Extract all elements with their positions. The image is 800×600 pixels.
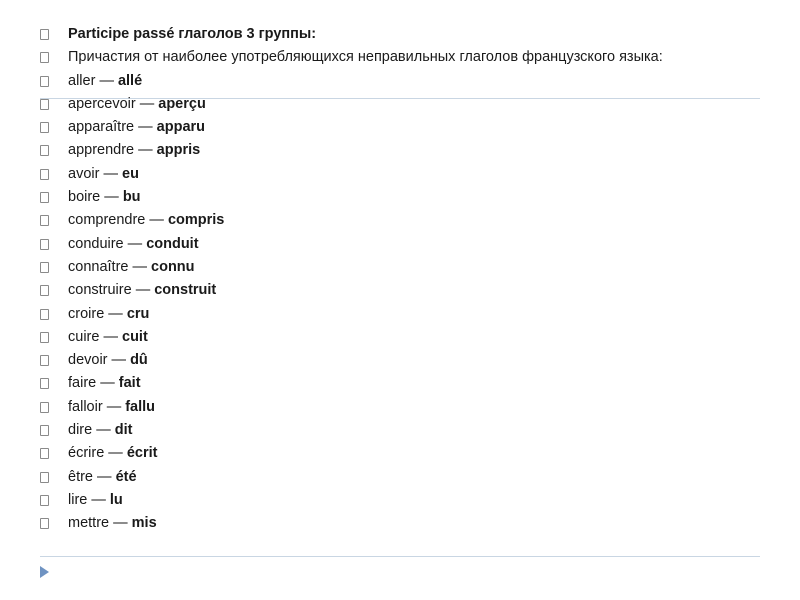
verb-participle: appris — [156, 142, 201, 159]
verb-participle: compris — [167, 212, 225, 229]
divider-bottom — [40, 556, 760, 557]
verb-infinitive: être — [68, 468, 93, 485]
verb-separator: — — [103, 165, 118, 182]
verb-item — [40, 166, 760, 183]
square-bullet-icon — [40, 262, 49, 273]
square-bullet-icon — [40, 518, 49, 529]
verb-separator: — — [97, 468, 112, 485]
verb-item — [40, 259, 760, 276]
verb-infinitive: avoir — [68, 165, 100, 182]
heading-item — [40, 26, 760, 43]
verb-separator: — — [103, 328, 118, 345]
verb-participle: été — [115, 468, 137, 485]
verb-participle: conduit — [146, 235, 199, 252]
verb-infinitive: cuire — [68, 328, 100, 345]
verb-separator: — — [135, 282, 151, 299]
verb-item — [40, 375, 760, 392]
verb-infinitive: faire — [68, 375, 97, 392]
verb-infinitive: lire — [68, 491, 88, 508]
square-bullet-icon — [40, 192, 49, 203]
verb-infinitive: connaître — [68, 258, 129, 275]
verb-item — [40, 329, 760, 346]
verb-item — [40, 352, 760, 369]
square-bullet-icon — [40, 99, 49, 110]
intro-text: Причастия от наиболее употребляющихся неправильных глаголов французского языка: — [68, 49, 663, 66]
verb-participle: aperçu — [158, 95, 206, 112]
verb-infinitive: conduire — [68, 235, 124, 252]
verb-participle: construit — [154, 282, 217, 299]
verb-item — [40, 96, 760, 113]
verb-infinitive: construire — [68, 282, 132, 299]
verb-item — [40, 73, 760, 90]
verb-separator: — — [113, 515, 128, 532]
verb-separator: — — [96, 422, 111, 439]
verb-item — [40, 119, 760, 136]
verb-participle: connu — [151, 258, 195, 275]
square-bullet-icon — [40, 285, 49, 296]
intro-item — [40, 49, 760, 66]
square-bullet-icon — [40, 169, 49, 180]
verb-item — [40, 422, 760, 439]
slide-heading: Participe passé глаголов 3 группы: — [68, 26, 317, 42]
square-bullet-icon — [40, 332, 49, 343]
verb-separator: — — [127, 235, 143, 252]
verb-separator: — — [132, 258, 147, 275]
verb-item — [40, 492, 760, 509]
verb-item — [40, 306, 760, 323]
verb-separator: — — [138, 119, 153, 136]
verb-participle: apparu — [156, 119, 206, 136]
verb-item — [40, 142, 760, 159]
square-bullet-icon — [40, 76, 49, 87]
verb-infinitive: écrire — [68, 445, 105, 462]
square-bullet-icon — [40, 309, 49, 320]
verb-infinitive: apprendre — [68, 142, 135, 159]
verb-infinitive: comprendre — [68, 212, 146, 229]
verb-participle: lu — [109, 491, 123, 508]
verb-infinitive: boire — [68, 189, 101, 206]
square-bullet-icon — [40, 52, 49, 63]
verb-separator: — — [91, 491, 106, 508]
verb-participle: bu — [122, 189, 141, 206]
verb-participle: cuit — [122, 328, 148, 345]
verb-participle: fait — [118, 375, 141, 392]
square-bullet-icon — [40, 122, 49, 133]
verb-participle: allé — [117, 72, 143, 89]
verb-infinitive: aller — [68, 72, 96, 89]
verb-separator: — — [100, 375, 115, 392]
verb-participle: fallu — [125, 398, 156, 415]
verb-separator: — — [106, 398, 122, 415]
verb-separator: — — [139, 95, 155, 112]
verb-item — [40, 189, 760, 206]
square-bullet-icon — [40, 239, 49, 250]
verb-participle: dû — [130, 352, 148, 369]
square-bullet-icon — [40, 472, 49, 483]
verb-item — [40, 515, 760, 532]
verb-item — [40, 212, 760, 229]
verb-infinitive: apercevoir — [68, 95, 136, 112]
square-bullet-icon — [40, 425, 49, 436]
square-bullet-icon — [40, 378, 49, 389]
verb-separator: — — [108, 445, 123, 462]
verb-separator: — — [111, 352, 127, 369]
verb-infinitive: croire — [68, 305, 105, 322]
verb-infinitive: dire — [68, 422, 93, 439]
verb-participle: mis — [131, 515, 157, 532]
verb-participle: écrit — [126, 445, 158, 462]
square-bullet-icon — [40, 215, 49, 226]
verb-infinitive: mettre — [68, 515, 110, 532]
verb-infinitive: apparaître — [68, 119, 135, 136]
verb-participle: dit — [114, 422, 133, 439]
play-arrow-icon[interactable] — [40, 566, 49, 578]
verb-separator: — — [108, 305, 123, 322]
content-list — [40, 26, 760, 539]
verb-infinitive: devoir — [68, 352, 108, 369]
verb-separator: — — [104, 189, 119, 206]
square-bullet-icon — [40, 355, 49, 366]
verb-separator: — — [138, 142, 153, 159]
verb-item — [40, 236, 760, 253]
verb-separator: — — [149, 212, 164, 229]
square-bullet-icon — [40, 29, 49, 40]
verb-participle: cru — [126, 305, 150, 322]
square-bullet-icon — [40, 145, 49, 156]
verb-participle: eu — [122, 165, 139, 182]
verb-item — [40, 469, 760, 486]
square-bullet-icon — [40, 402, 49, 413]
verb-infinitive: falloir — [68, 398, 103, 415]
verb-separator: — — [99, 72, 114, 89]
verb-item — [40, 445, 760, 462]
verb-item — [40, 399, 760, 416]
verb-item — [40, 282, 760, 299]
square-bullet-icon — [40, 448, 49, 459]
square-bullet-icon — [40, 495, 49, 506]
